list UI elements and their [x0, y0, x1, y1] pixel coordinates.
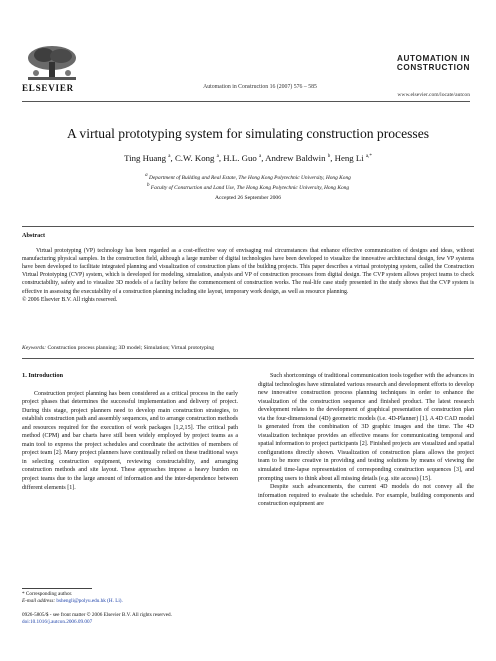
journal-url[interactable]: www.elsevier.com/locate/autcon — [397, 92, 470, 98]
corresponding-author-note: * Corresponding author. — [22, 591, 73, 597]
footnote — [22, 591, 123, 605]
abstract-heading: Abstract — [22, 232, 46, 239]
right-column — [258, 372, 474, 509]
keywords — [22, 345, 474, 351]
brand-line-1: AUTOMATION IN — [397, 54, 470, 63]
abstract-body: Virtual prototyping (VP) technology has been regarded as a cost-effective way of envisaging real circumstances that enhance effective communication of designs and ideas, without manufacturing physical samples. In the construction field, although a large number of digital technologies have been developed to visualize the innovative architectural design, few VP systems have been developed to facilitate integrated planning and visualization of construction plans of the building projects. This paper describes a virtual prototyping system, called the Construction Virtual Prototyping (CVP) system, which is developed for modeling, simulation, analysis and VP of construction processes from digital design. The CVP system allows project teams to check constructability, safety and to visualize 3D models of a facility before the commencement of construction works. The real-life case study presented in the study shows that the CVP system is effective in assessing the executability of a construction planning including site layout, temporary work design, as well as resource planning. — [22, 248, 474, 295]
issn-line: 0926-5805/$ - see front matter © 2006 Elsevier B.V. All rights reserved. — [22, 612, 172, 618]
affiliation: $^a$ Department of Building and Real Estate, The Hong Kong Polytechnic University, Hong Kong — [145, 173, 351, 181]
publisher-logo — [22, 44, 84, 93]
author[interactable]: Andrew Baldwin $^b$ — [265, 153, 331, 163]
abstract-bottom-divider — [22, 358, 474, 359]
author[interactable]: Heng Li $^{a,*}$ — [334, 153, 372, 163]
email-note: E-mail address: bshengli@polyu.edu.hk (H. Li). — [22, 598, 123, 604]
keywords-list: Construction process planning; 3D model; Simulation; Virtual prototyping — [47, 345, 215, 351]
brand-line-2: CONSTRUCTION — [396, 63, 470, 72]
abstract-top-divider — [22, 226, 474, 227]
elsevier-tree-icon — [22, 44, 82, 82]
section-heading: 1. Introduction — [22, 372, 64, 379]
keywords-label: Keywords: — [22, 345, 47, 351]
paragraph: Construction project planning has been considered as a critical process in the early project phases that determines the successful implementation and delivery of project. During this stage, project planners need to develop main construction strategies, to establish construction path and assembly sequences, and to arrange construction methods and resources required for the execution of work packages [1,2,15]. The critical path method (CPM) and bar charts have still been widely employed by project teams as a main tool to express the project schedules and coordinate the activities of members of project team [2]. Many project planners have continually relied on these traditional ways in selecting construction equipment, reviewing constructability, and arranging construction methods and site layout. These approaches impose a heavy burden on project teams due to the large amount of information and the inter-dependence between different elements [1]. — [22, 390, 238, 491]
page-footer — [22, 612, 172, 627]
paper-title: A virtual prototyping system for simulating construction processes — [66, 126, 430, 141]
publisher-name: ELSEVIER — [22, 83, 74, 93]
affiliation: $^b$ Faculty of Construction and Land Use, The Hong Kong Polytechnic University, Hong Kong — [146, 182, 350, 191]
paragraph: Such shortcomings of traditional communication tools together with the advances in digital technologies have stimulated various research and development efforts to develop new innovative construction process planning techniques in order to enhance the visualization of the construction sequence and finished product. The latest research development relates to the development of graphical presentation of construction plan via the four-dimensional (4D) geometric models (i.e. 4D-Planner) [1]. A 4D CAD model is generated from the combination of 3D graphic images and the time. The 4D visualization technique provides an effective means for communicating temporal and spatial information to project participants [2]. Finished projects are visualized and spatial configurations directly shown. Visualization of construction plans allows the project team to be more creative in providing and testing solutions by means of viewing the simulated time-lapse representation of corresponding construction sequences [3], and prompting users to think about all missing details (e.g. site access) [15]. — [258, 373, 474, 482]
abstract-section — [22, 232, 474, 304]
left-column — [22, 372, 238, 492]
footnote-divider — [22, 588, 92, 589]
header-divider — [22, 101, 470, 102]
journal-brand-title — [397, 54, 470, 72]
journal-brand — [397, 54, 470, 98]
doi-link[interactable]: doi:10.1016/j.autcon.2006.09.007 — [22, 619, 93, 626]
copyright-notice: © 2006 Elsevier B.V. All rights reserved. — [22, 296, 118, 303]
author[interactable]: C.W. Kong $^a$ — [174, 153, 219, 163]
accepted-date: Accepted 26 September 2006 — [214, 195, 282, 201]
affiliations — [22, 172, 474, 192]
author[interactable]: Ting Huang $^a$ — [124, 153, 171, 163]
author[interactable]: H.L. Guo $^a$ — [223, 153, 262, 163]
author-list: Ting Huang $^a$, C.W. Kong $^a$, H.L. Guo $^a$, Andrew Baldwin $^b$, Heng Li $^{a,*}$ — [124, 153, 372, 163]
journal-citation: Automation in Construction 16 (2007) 576 – 585 — [203, 84, 317, 90]
email-link[interactable]: bshengli@polyu.edu.hk (H. Li). — [56, 598, 123, 604]
paragraph: Despite such advancements, the current 4D models do not convey all the information required to evaluate the schedule. For example, building components and construction equipment are — [258, 484, 474, 508]
